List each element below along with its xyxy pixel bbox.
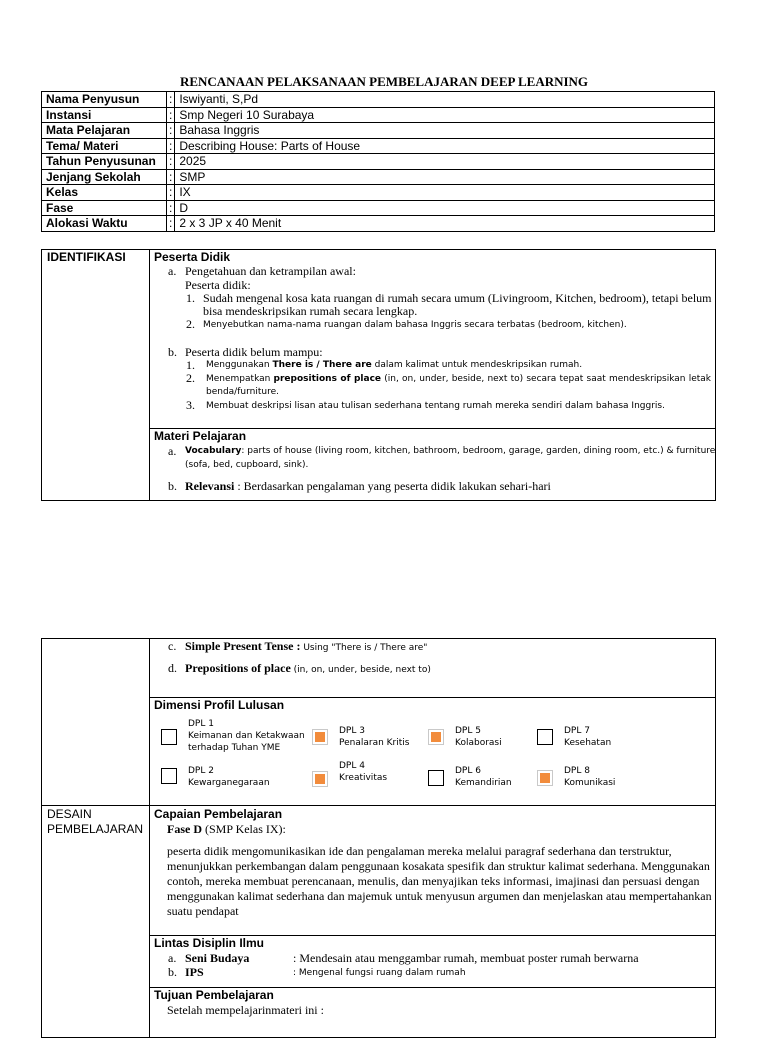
- lintas-disiplin-heading: Lintas Disiplin Ilmu: [154, 936, 265, 950]
- capaian-line: suatu pendapat: [167, 904, 239, 918]
- dpl-checkbox[interactable]: [428, 770, 444, 786]
- info-key: Tahun Penyusunan: [42, 154, 167, 170]
- lintas-ips: IPS: [185, 965, 204, 979]
- info-colon: :: [167, 123, 175, 139]
- belum-mampu-title: Peserta didik belum mampu:: [185, 345, 323, 359]
- dpl-code: DPL 2: [188, 766, 214, 776]
- dpl-checkbox[interactable]: [537, 729, 553, 745]
- dpl-code: DPL 6: [455, 766, 481, 776]
- materi-vocabulary-line2: (sofa, bed, cupboard, sink).: [185, 460, 309, 470]
- list-marker: a.: [168, 264, 177, 278]
- dpl-name: Keimanan dan Ketakwaan: [188, 731, 305, 741]
- dpl-label: [564, 725, 611, 749]
- capaian-line: peserta didik mengomunikasikan ide dan pengalaman mereka melalui paragraf sederhana dan terstruktur,: [167, 844, 672, 858]
- dpl-label: [455, 725, 502, 749]
- dpl-code: DPL 4: [339, 761, 365, 771]
- info-colon: :: [167, 107, 175, 123]
- identifikasi-label: IDENTIFIKASI: [47, 250, 126, 264]
- info-key: Alokasi Waktu: [42, 216, 167, 232]
- list-number: 1.: [186, 291, 195, 305]
- info-value: 2025: [175, 154, 715, 170]
- tujuan-heading: Tujuan Pembelajaran: [154, 988, 274, 1002]
- materi-relevansi: Relevansi : Berdasarkan pengalaman yang peserta didik lakukan sehari-hari: [185, 479, 551, 493]
- capaian-line: menunjukkan perkembangan dalam penggunaan kosakata spesifik dan struktur kalimat sederhana. Menggunakan: [167, 859, 710, 873]
- dpl-checkbox[interactable]: [161, 729, 177, 745]
- item-b2-line2: benda/furniture.: [206, 387, 279, 397]
- dpl-name: Kreativitas: [339, 773, 388, 783]
- info-key: Fase: [42, 200, 167, 216]
- item-a1-line1: Sudah mengenal kosa kata ruangan di rumah secara umum (Livingroom, Kitchen, bedroom), tetapi belum: [203, 291, 712, 305]
- info-colon: :: [167, 169, 175, 185]
- dpl-label: [455, 765, 512, 789]
- info-colon: :: [167, 138, 175, 154]
- info-row: [42, 169, 715, 185]
- lintas-seni-budaya-desc: : Mendesain atau menggambar rumah, membuat poster rumah berwarna: [293, 951, 639, 965]
- info-row: [42, 154, 715, 170]
- materi-vocabulary: Vocabulary: parts of house (living room, kitchen, bathroom, bedroom, garage, garden, dining room, etc.) & furniture: [185, 446, 716, 456]
- info-value: Describing House: Parts of House: [175, 138, 715, 154]
- info-key: Mata Pelajaran: [42, 123, 167, 139]
- capaian-line: menggunakan kalimat sederhana dan majemuk untuk menyusun argumen dan menjelaskan atau mempertahankan: [167, 889, 712, 903]
- tujuan-intro: Setelah mempelajarinmateri ini :: [167, 1003, 324, 1017]
- dpl-code: DPL 5: [455, 726, 481, 736]
- desain-label-line1: DESAIN: [47, 807, 92, 821]
- list-marker: b.: [168, 479, 177, 493]
- info-colon: :: [167, 92, 175, 108]
- dpl-label: [339, 725, 409, 749]
- info-value: 2 x 3 JP x 40 Menit: [175, 216, 715, 232]
- capaian-line: contoh, mereka membuat perencanaan, menulis, dan menyajikan teks informasi, imajinasi dan persuasi dengan: [167, 874, 700, 888]
- dpl-code: DPL 3: [339, 726, 365, 736]
- dpl-checkbox[interactable]: [312, 771, 328, 787]
- info-colon: :: [167, 200, 175, 216]
- list-number: 2.: [186, 371, 195, 385]
- dpl-name: Komunikasi: [564, 778, 616, 788]
- capaian-heading: Capaian Pembelajaran: [154, 807, 283, 821]
- item-a1-line2: bisa mendeskripsikan rumah secara lengkap.: [203, 304, 418, 318]
- lintas-ips-desc: : Mengenal fungsi ruang dalam rumah: [293, 968, 466, 978]
- dpl-code: DPL 8: [564, 766, 590, 776]
- dpl-code: DPL 7: [564, 726, 590, 736]
- document-title: RENCANAAN PELAKSANAAN PEMBELAJARAN DEEP LEARNING: [179, 74, 589, 89]
- info-value: Iswiyanti, S,Pd: [175, 92, 715, 108]
- list-marker: b.: [168, 345, 177, 359]
- list-marker: b.: [168, 965, 177, 979]
- info-key: Jenjang Sekolah: [42, 169, 167, 185]
- info-value: SMP: [175, 169, 715, 185]
- dpl-label: [188, 765, 270, 789]
- item-b3: Membuat deskripsi lisan atau tulisan sederhana tentang rumah mereka sendiri dalam bahasa Inggris.: [206, 401, 665, 411]
- dpl-name: Kewarganegaraan: [188, 778, 270, 788]
- materi-pelajaran-heading: Materi Pelajaran: [154, 429, 247, 443]
- fase-line: Fase D (SMP Kelas IX):: [167, 822, 286, 836]
- item-b1: Menggunakan There is / There are dalam kalimat untuk mendeskripsikan rumah.: [206, 360, 583, 370]
- dpl-checkbox[interactable]: [428, 729, 444, 745]
- info-row: [42, 123, 715, 139]
- peserta-didik-sub: Peserta didik:: [185, 278, 251, 292]
- list-marker: a.: [168, 444, 177, 458]
- row-divider: [41, 805, 716, 806]
- info-colon: :: [167, 216, 175, 232]
- info-table: [41, 91, 715, 232]
- info-row: [42, 185, 715, 201]
- list-number: 3.: [186, 398, 195, 412]
- dpl-label: [339, 760, 387, 784]
- list-marker: d.: [168, 661, 177, 675]
- info-row: [42, 107, 715, 123]
- dpl-label: [564, 765, 615, 789]
- info-colon: :: [167, 154, 175, 170]
- dpl-name: Kolaborasi: [455, 738, 502, 748]
- info-row: [42, 138, 715, 154]
- info-value: D: [175, 200, 715, 216]
- info-value: Smp Negeri 10 Surabaya: [175, 107, 715, 123]
- info-value: Bahasa Inggris: [175, 123, 715, 139]
- info-row: [42, 200, 715, 216]
- dpl-name: Kemandirian: [455, 778, 512, 788]
- peserta-didik-heading: Peserta Didik: [154, 250, 231, 264]
- dpl-name-line2: terhadap Tuhan YME: [188, 743, 281, 753]
- info-key: Tema/ Materi: [42, 138, 167, 154]
- info-key: Instansi: [42, 107, 167, 123]
- dpl-checkbox[interactable]: [161, 768, 177, 784]
- column-divider: [149, 638, 150, 1038]
- dpl-label: [188, 718, 305, 754]
- dimensi-profil-heading: Dimensi Profil Lulusan: [154, 698, 285, 712]
- info-row: [42, 92, 715, 108]
- list-marker: a.: [168, 951, 177, 965]
- list-number: 2.: [186, 317, 195, 331]
- materi-prepositions: Prepositions of place (in, on, under, beside, next to): [185, 661, 431, 675]
- dpl-checkbox[interactable]: [537, 770, 553, 786]
- info-row: [42, 216, 715, 232]
- column-divider: [149, 249, 150, 501]
- materi-simple-present: Simple Present Tense : Using "There is / There are": [185, 639, 428, 653]
- list-marker: c.: [168, 639, 177, 653]
- lintas-seni-budaya: Seni Budaya: [185, 951, 250, 965]
- info-value: IX: [175, 185, 715, 201]
- info-key: Kelas: [42, 185, 167, 201]
- dpl-code: DPL 1: [188, 719, 214, 729]
- list-number: 1.: [186, 358, 195, 372]
- item-b2-line1: Menempatkan prepositions of place (in, on, under, beside, next to) secara tepat saat mendeskripsikan letak: [206, 374, 711, 384]
- info-colon: :: [167, 185, 175, 201]
- item-a2: Menyebutkan nama-nama ruangan dalam bahasa Inggris secara terbatas (bedroom, kitchen).: [203, 320, 627, 330]
- desain-label-line2: PEMBELAJARAN: [47, 822, 144, 836]
- info-key: Nama Penyusun: [42, 92, 167, 108]
- pengetahuan-title: Pengetahuan dan ketrampilan awal:: [185, 264, 356, 278]
- dpl-name: Penalaran Kritis: [339, 738, 410, 748]
- dpl-checkbox[interactable]: [312, 729, 328, 745]
- dpl-name: Kesehatan: [564, 738, 612, 748]
